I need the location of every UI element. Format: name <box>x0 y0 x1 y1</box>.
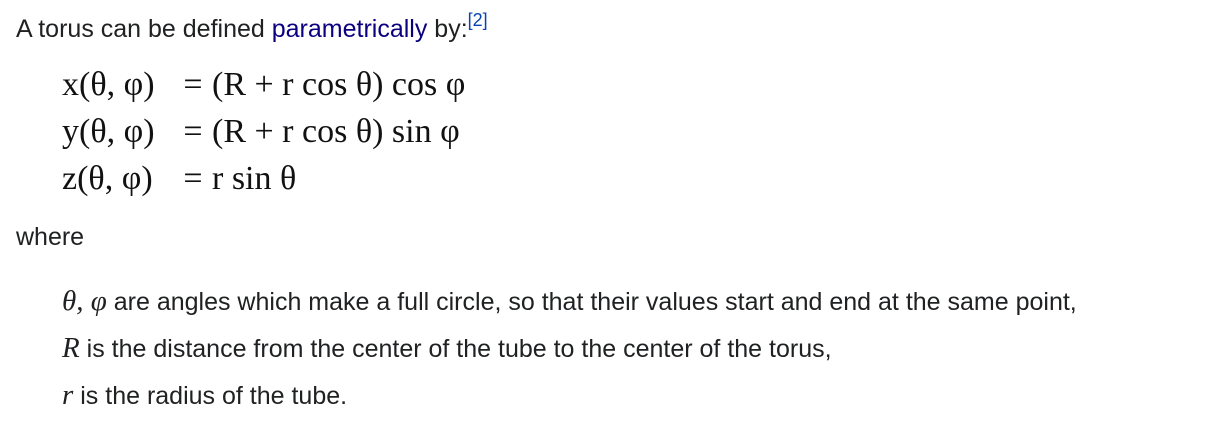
equals-sign: = <box>183 113 203 150</box>
equals-sign: = <box>183 160 203 197</box>
definition-item <box>62 372 1077 419</box>
equals-sign: = <box>183 66 203 103</box>
intro-paragraph <box>16 9 488 46</box>
citation-link[interactable]: [2] <box>467 9 488 30</box>
parametrically-link[interactable]: parametrically <box>271 15 428 43</box>
equation-z <box>62 160 465 207</box>
equation-lhs: y(θ, φ) <box>62 113 155 150</box>
definition-item <box>62 278 1077 325</box>
definition-text: are angles which make a full circle, so that their values start and end at the same point, <box>106 288 1077 316</box>
definition-symbol: θ, φ <box>62 285 107 317</box>
equation-y <box>62 113 465 160</box>
parametric-equations <box>62 66 465 207</box>
where-label: where <box>16 223 85 251</box>
definition-symbol: r <box>62 379 74 411</box>
citation-superscript <box>468 10 488 30</box>
definition-symbol: R <box>62 332 80 364</box>
definition-text: is the distance from the center of the tube to the center of the torus, <box>79 335 832 363</box>
definition-text: is the radius of the tube. <box>73 382 348 410</box>
intro-prefix: A torus can be defined <box>16 15 272 43</box>
equation-lhs: x(θ, φ) <box>62 66 155 103</box>
equation-x <box>62 66 465 113</box>
definition-list <box>62 278 1077 419</box>
equation-rhs: (R + r cos θ) sin φ <box>212 113 460 150</box>
intro-suffix: by: <box>427 15 468 43</box>
equation-lhs: z(θ, φ) <box>62 160 153 197</box>
definition-item <box>62 325 1077 372</box>
equation-rhs: (R + r cos θ) cos φ <box>212 66 466 103</box>
equation-rhs: r sin θ <box>212 160 297 197</box>
